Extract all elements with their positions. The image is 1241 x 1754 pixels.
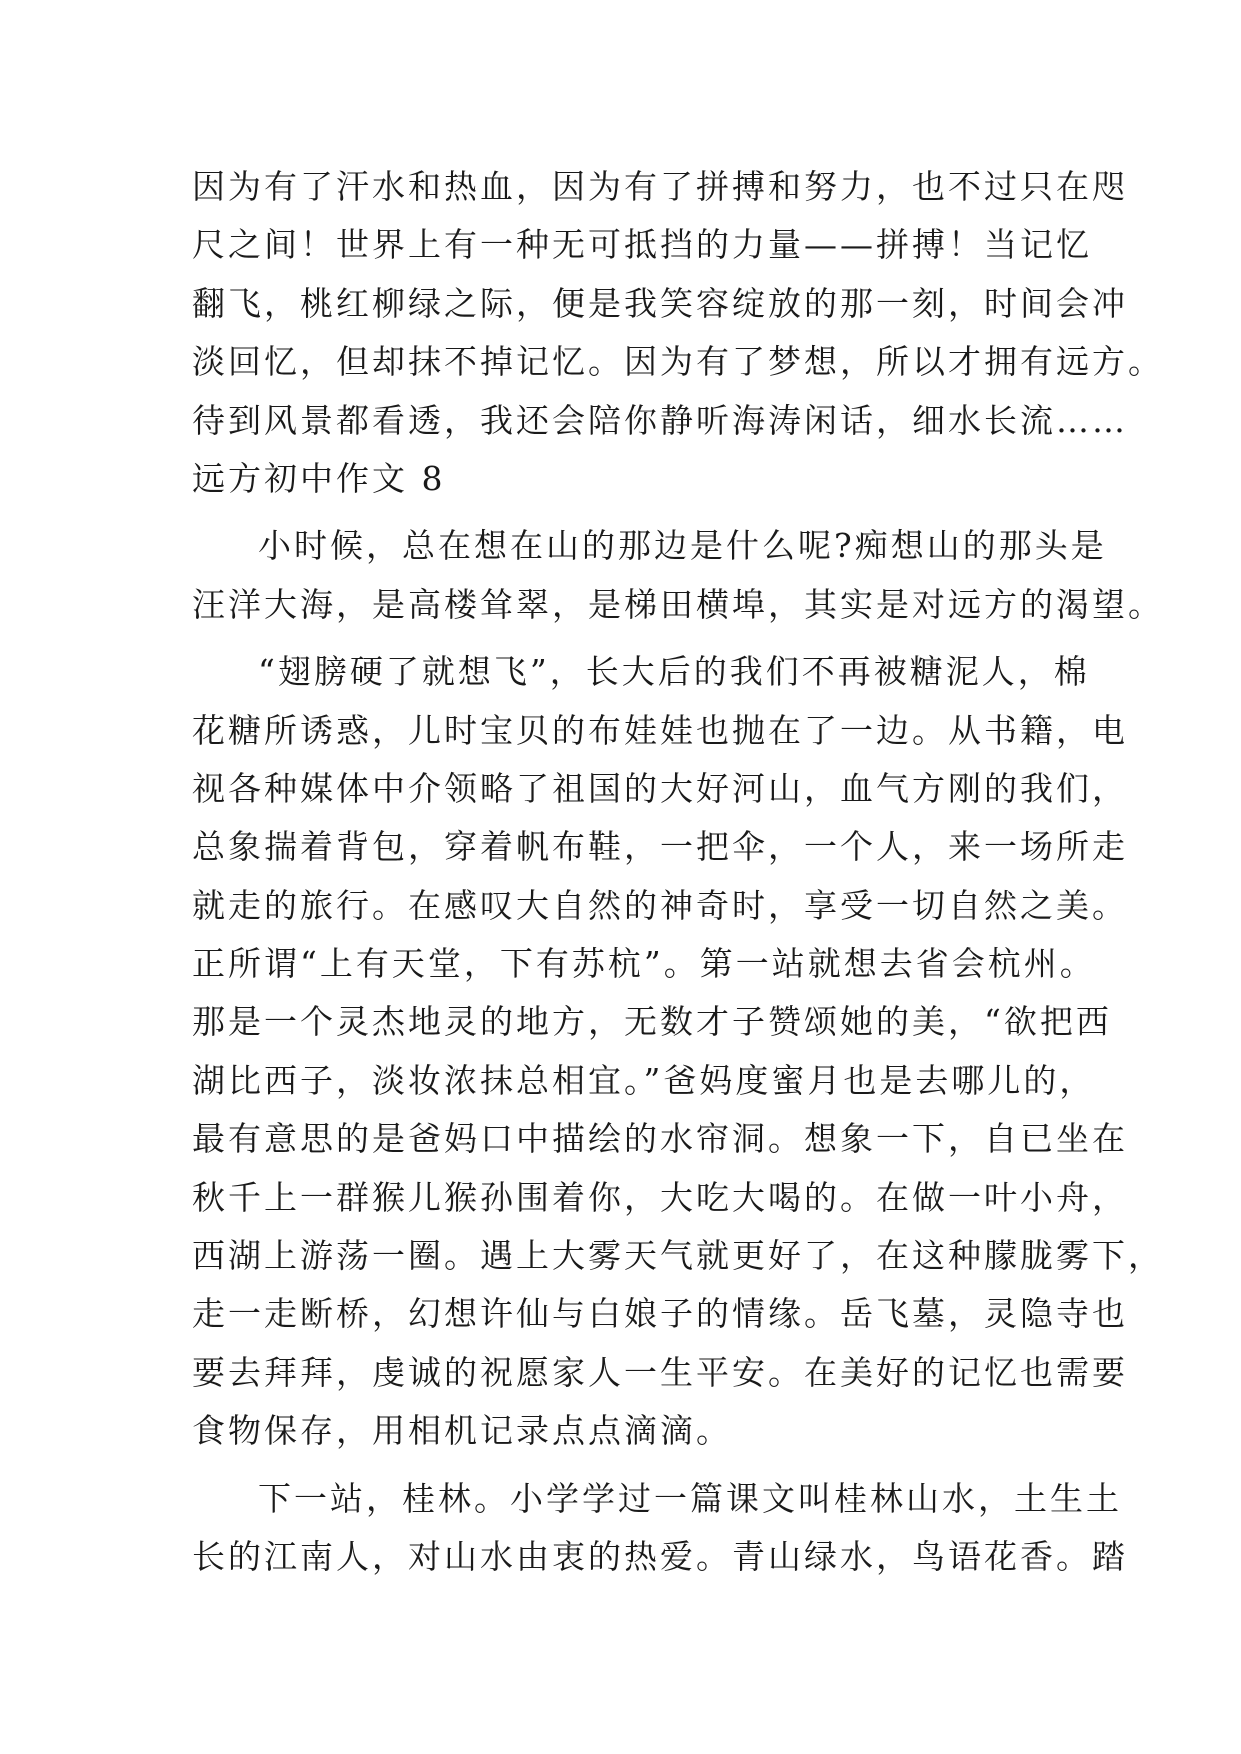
text-line: 要去拜拜，虔诚的祝愿家人一生平安。在美好的记忆也需要 [192,1352,1128,1392]
text-line: 视各种媒体中介领略了祖国的大好河山，血气方刚的我们， [192,768,1128,808]
essay-text [192,158,1164,1586]
paragraph-start-line: “翅膀硬了就想飞”，长大后的我们不再被糖泥人，棉 [258,652,1090,692]
text-line: 花糖所诱惑，儿时宝贝的布娃娃也抛在了一边。从书籍，电 [192,710,1128,750]
text-line: 那是一个灵杰地灵的地方，无数才子赞颂她的美，“欲把西 [192,1002,1112,1042]
text-line: 尺之间！世界上有一种无可抵挡的力量——拼搏！当记忆 [192,225,1092,265]
text-line: 走一走断桥，幻想许仙与白娘子的情缘。岳飞墓，灵隐寺也 [192,1294,1128,1334]
text-line: 长的江南人，对山水由衷的热爱。青山绿水，鸟语花香。踏 [192,1536,1128,1576]
text-line: 食物保存，用相机记录点点滴滴。 [192,1411,732,1451]
text-line: 因为有了汗水和热血，因为有了拼搏和努力，也不过只在咫 [192,167,1128,206]
text-line: 淡回忆，但却抹不掉记忆。因为有了梦想，所以才拥有远方。 [192,342,1164,382]
paragraph-start-line: 小时候，总在想在山的那边是什么呢?痴想山的那头是 [258,526,1107,566]
paragraph-start-line: 下一站，桂林。小学学过一篇课文叫桂林山水，土生土 [258,1478,1122,1518]
text-line: 湖比西子，淡妆浓抹总相宜。”爸妈度蜜月也是去哪儿的， [192,1060,1096,1100]
text-line: 汪洋大海，是高楼耸翠，是梯田横埠，其实是对远方的渴望。 [192,584,1164,624]
section-heading: 远方初中作文 8 [192,458,446,498]
text-line: 西湖上游荡一圈。遇上大雾天气就更好了，在这种朦胧雾下， [192,1236,1164,1276]
text-line: 就走的旅行。在感叹大自然的神奇时，享受一切自然之美。 [192,885,1128,925]
text-line: 最有意思的是爸妈口中描绘的水帘洞。想象一下，自已坐在 [192,1119,1128,1159]
text-line: 待到风景都看透，我还会陪你静听海涛闲话，细水长流…… [192,400,1128,440]
text-line: 总象揣着背包，穿着帆布鞋，一把伞，一个人，来一场所走 [192,827,1128,867]
text-line: 秋千上一群猴儿猴孙围着你，大吃大喝的。在做一叶小舟， [192,1177,1128,1217]
text-line: 正所谓“上有天堂，下有苏杭”。第一站就想去省会杭州。 [192,944,1096,984]
text-line: 翻飞，桃红柳绿之际，便是我笑容绽放的那一刻，时间会冲 [192,283,1128,323]
